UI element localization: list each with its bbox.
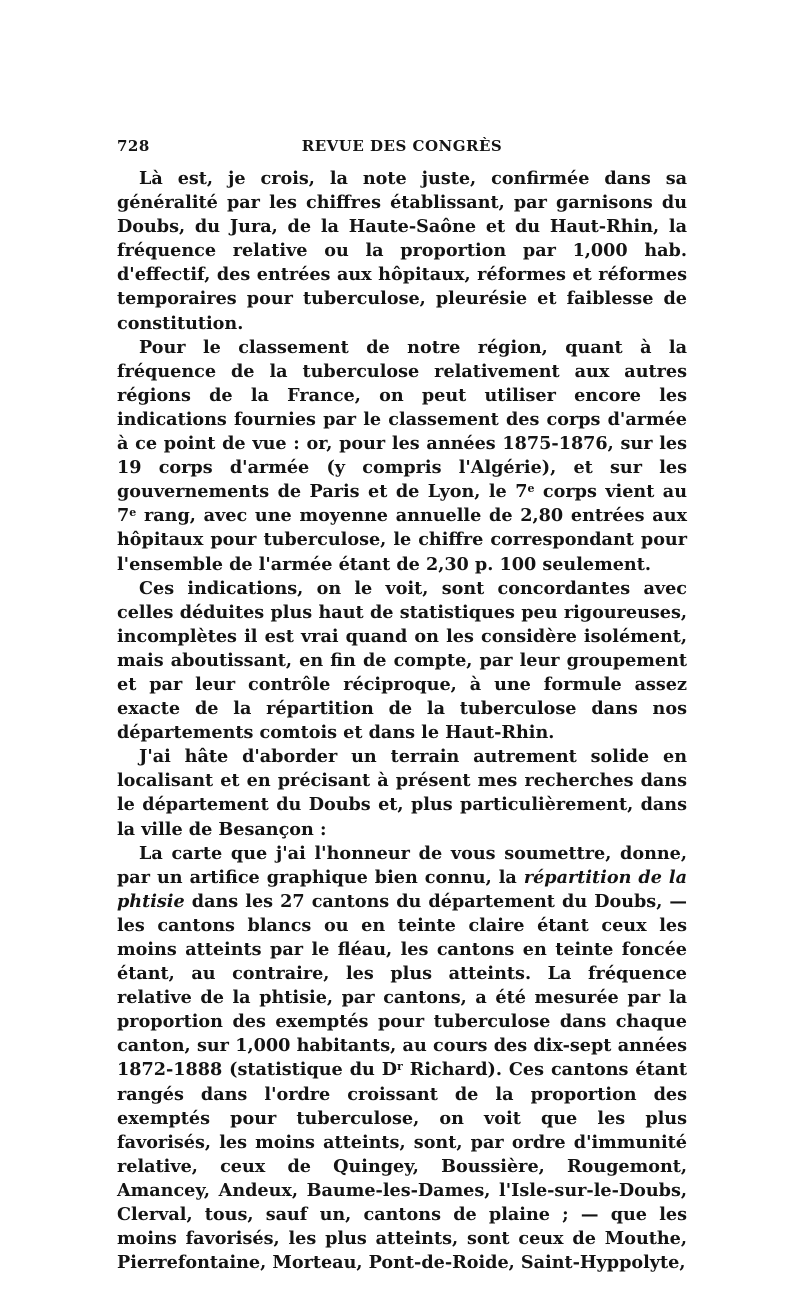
paragraph-5: [117, 842, 687, 1276]
superscript-e: e: [129, 506, 137, 520]
paragraph-5-text-cont: dans les 27 cantons du département du Doubs, — les cantons blancs ou en teinte claire étant ceux les moins atteints par le fléau, les cantons en teinte foncée étant, au contraire, les plus atteints. La fréquence relative de la phtisie, par cantons, a été mesurée par la proportion des exemptés pour tuberculose dans chaque canton, sur 1,000 habitants, au cours des dix-sept années 1872-1888 (statistique du D: [117, 890, 687, 1081]
paragraph-1: [117, 167, 687, 336]
italic-phrase: répartition de la phtisie: [117, 866, 687, 912]
paragraph-2-text-cont: corps vient au 7: [117, 481, 687, 527]
paragraph-1-text: Là est, je crois, la note juste, confirmée dans sa généralité par les chiffres établissant, par garnisons du Doubs, du Jura, de la Haute-Saône et du Haut-Rhin, la fréquence relative ou la proportion par 1,000 hab. d'effectif, des entrées aux hôpitaux, réformes et réformes temporaires pour tuberculose, pleurésie et faiblesse de constitution.: [117, 168, 687, 334]
superscript-e: e: [527, 482, 535, 496]
paragraph-2-text: Pour le classement de notre région, quant à la fréquence de la tuberculose relativement aux autres régions de la France, on peut utiliser encore les indications fournies par le classement des corps d'armée à ce point de vue : or, pour les années 1875-1876, sur les 19 corps d'armée (y compris l'Algérie), et sur les gouvernements de Paris et de Lyon, le 7: [117, 336, 687, 503]
body-text: [117, 167, 687, 1275]
paragraph-4-text: J'ai hâte d'aborder un terrain autrement solide en localisant et en précisant à présent mes recherches dans le département du Doubs et, plus particulièrement, dans la ville de Besançon :: [117, 746, 687, 840]
paragraph-4: [117, 745, 687, 841]
journal-title: REVUE DES CONGRÈS: [301, 137, 503, 155]
superscript-r: r: [397, 1060, 403, 1074]
paragraph-3-text: Ces indications, on le voit, sont concordantes avec celles déduites plus haut de statistiques peu rigoureuses, incomplètes il est vrai quand on les considère isolément, mais aboutissant, en fin de compte, par leur groupement et par leur contrôle réciproque, à une formule assez exacte de la répartition de la tuberculose dans nos départements comtois et dans le Haut-Rhin.: [117, 577, 687, 744]
paragraph-2-text-end: rang, avec une moyenne annuelle de 2,80 entrées aux hôpitaux pour tuberculose, le chiffre correspondant pour l'ensemble de l'armée étant de 2,30 p. 100 seulement.: [117, 505, 687, 575]
page-number: 728: [117, 137, 150, 155]
paragraph-5-text: La carte que j'ai l'honneur de vous soumettre, donne, par un artifice graphique bien connu, la: [117, 842, 687, 888]
paragraph-3: [117, 577, 687, 746]
paragraph-2: [117, 336, 687, 577]
paragraph-5-text-end: Richard). Ces cantons étant rangés dans l'ordre croissant de la proportion des exemptés pour tuberculose, on voit que les plus favorisés, les moins atteints, sont, par ordre d'immunité relative, ceux de Quingey, Boussière, Rougemont, Amancey, Andeux, Baume-les-Dames, l'Isle-sur-le-Doubs, Clerval, tous, sauf un, cantons de plaine ; — que les moins favorisés, les plus atteints, sont ceux de Mouthe, Pierrefontaine, Morteau, Pont-de-Roide, Saint-Hyppolyte,: [117, 1059, 688, 1274]
running-head: [117, 137, 687, 159]
